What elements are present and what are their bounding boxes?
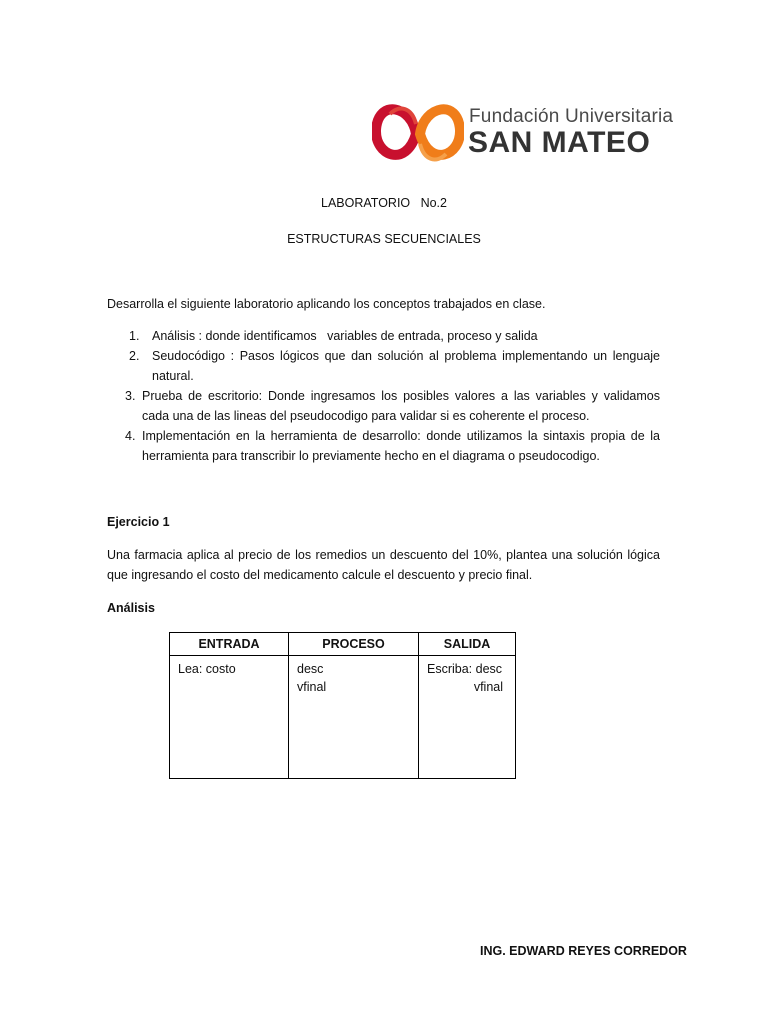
author-footer: ING. EDWARD REYES CORREDOR	[480, 944, 687, 958]
cell-entrada	[170, 656, 289, 779]
exercise-title: Ejercicio 1	[107, 515, 170, 529]
table-row	[170, 656, 516, 779]
proceso-line: desc	[297, 662, 324, 676]
intro-paragraph: Desarrolla el siguiente laboratorio aplicando los conceptos trabajados en clase.	[107, 297, 546, 311]
step-number: 2.	[129, 349, 140, 363]
analysis-table	[169, 632, 516, 779]
document-subtitle: ESTRUCTURAS SECUENCIALES	[287, 232, 481, 246]
step-text: Implementación en la herramienta de desarrollo: donde utilizamos la sintaxis propia de la herramienta para transcribir lo previamente hecho en el diagrama o pseudocodigo.	[142, 429, 660, 463]
step-number: 4.	[125, 429, 136, 443]
logo-line1: Fundación Universitaria	[469, 106, 674, 127]
header-salida: SALIDA	[419, 633, 516, 656]
step-number: 3.	[125, 389, 136, 403]
list-item	[107, 386, 660, 426]
document-title: LABORATORIO No.2	[321, 196, 447, 210]
step-number: 1.	[129, 329, 140, 343]
cell-salida	[419, 656, 516, 779]
logo-emblem-icon	[372, 94, 464, 174]
entrada-line: Lea: costo	[178, 662, 236, 676]
header-proceso: PROCESO	[289, 633, 419, 656]
salida-line: Escriba: desc	[427, 662, 503, 676]
logo-line2: SAN MATEO	[468, 126, 651, 159]
list-item	[107, 326, 660, 346]
header-entrada: ENTRADA	[170, 633, 289, 656]
step-text: Seudocódigo : Pasos lógicos que dan solución al problema implementando un lenguaje natural.	[152, 349, 660, 383]
table-header-row	[170, 633, 516, 656]
cell-proceso	[289, 656, 419, 779]
steps-list	[107, 326, 660, 466]
list-item	[107, 346, 660, 386]
step-text: Análisis : donde identificamos variables de entrada, proceso y salida	[152, 329, 538, 343]
university-logo	[372, 92, 672, 176]
analysis-title: Análisis	[107, 601, 155, 615]
exercise-text: Una farmacia aplica al precio de los remedios un descuento del 10%, plantea una solución lógica que ingresando el costo del medicamento calcule el descuento y precio final.	[107, 548, 660, 582]
step-text: Prueba de escritorio: Donde ingresamos los posibles valores a las variables y validamos cada una de las lineas del pseudocodigo para validar si es coherente el proceso.	[142, 389, 660, 423]
salida-line: vfinal	[473, 680, 503, 694]
proceso-line: vfinal	[297, 680, 327, 694]
list-item	[107, 426, 660, 466]
